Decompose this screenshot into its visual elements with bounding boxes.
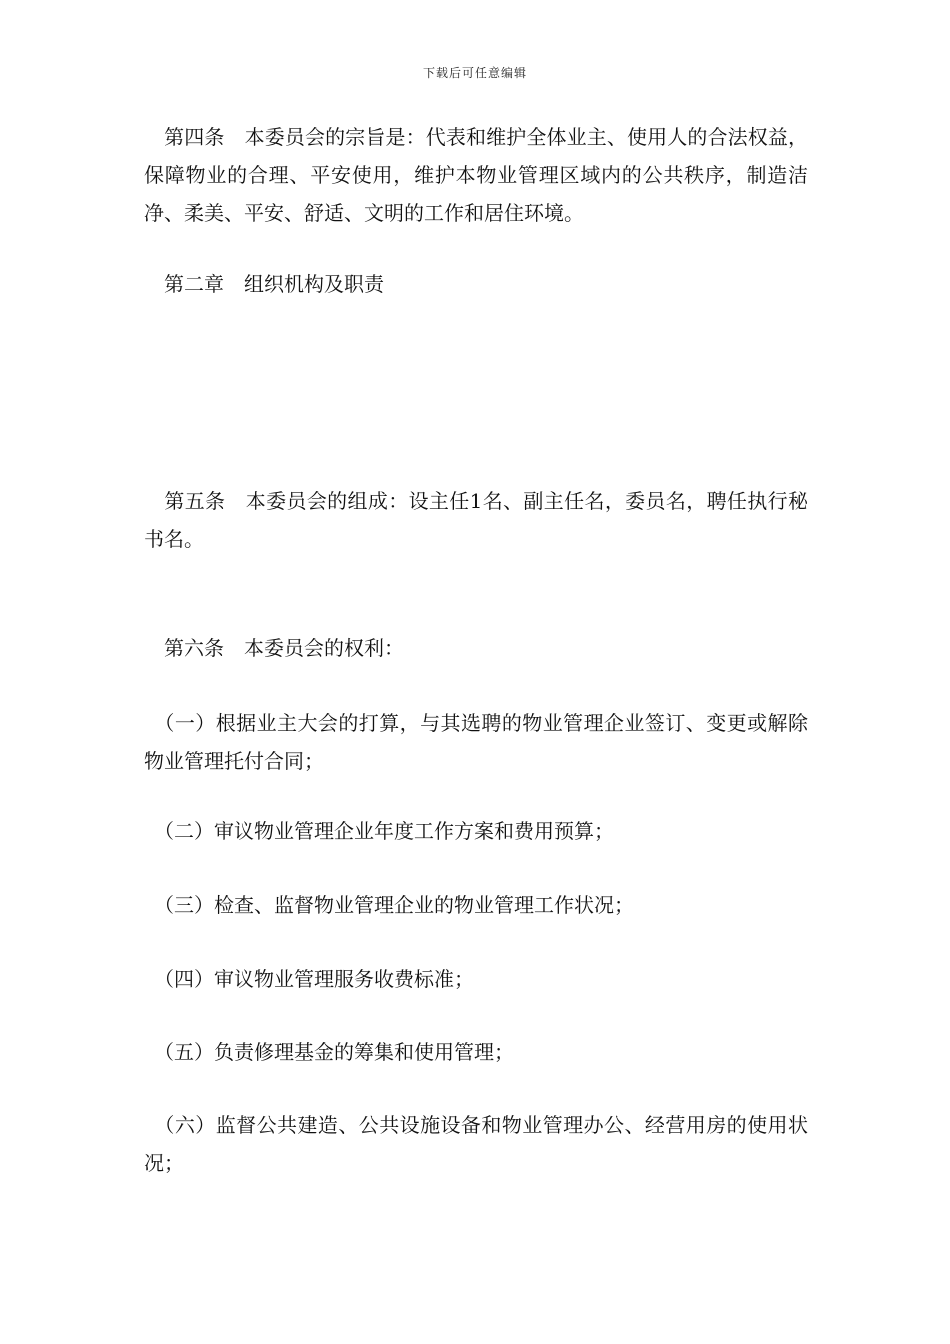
rights-item-2: （二）审议物业管理企业年度工作方案和费用预算； — [144, 819, 614, 843]
article-6-heading: 第六条 本委员会的权利： — [144, 636, 404, 660]
rights-item-6: （六）监督公共建造、公共设施设备和物业管理办公、经营用房的使用状况； — [144, 1113, 808, 1175]
rights-item-3: （三）检查、监督物业管理企业的物业管理工作状况； — [144, 893, 634, 917]
chapter-2-heading: 第二章 组织机构及职责 — [144, 272, 384, 296]
rights-item-5: （五）负责修理基金的筹集和使用管理； — [144, 1040, 514, 1064]
rights-item-4: （四）审议物业管理服务收费标准； — [144, 967, 474, 991]
page-header-note: 下载后可任意编辑 — [422, 66, 527, 80]
rights-item-1: （一）根据业主大会的打算，与其选聘的物业管理企业签订、变更或解除物业管理托付合同； — [144, 711, 808, 773]
article-4-paragraph: 第四条 本委员会的宗旨是：代表和维护全体业主、使用人的合法权益，保障物业的合理、平安使用，维护本物业管理区域内的公共秩序，制造洁净、柔美、平安、舒适、文明的工作和居住环境。 — [144, 125, 808, 225]
article-5-paragraph: 第五条 本委员会的组成：设主任1名、副主任名，委员名，聘任执行秘书名。 — [144, 489, 808, 551]
